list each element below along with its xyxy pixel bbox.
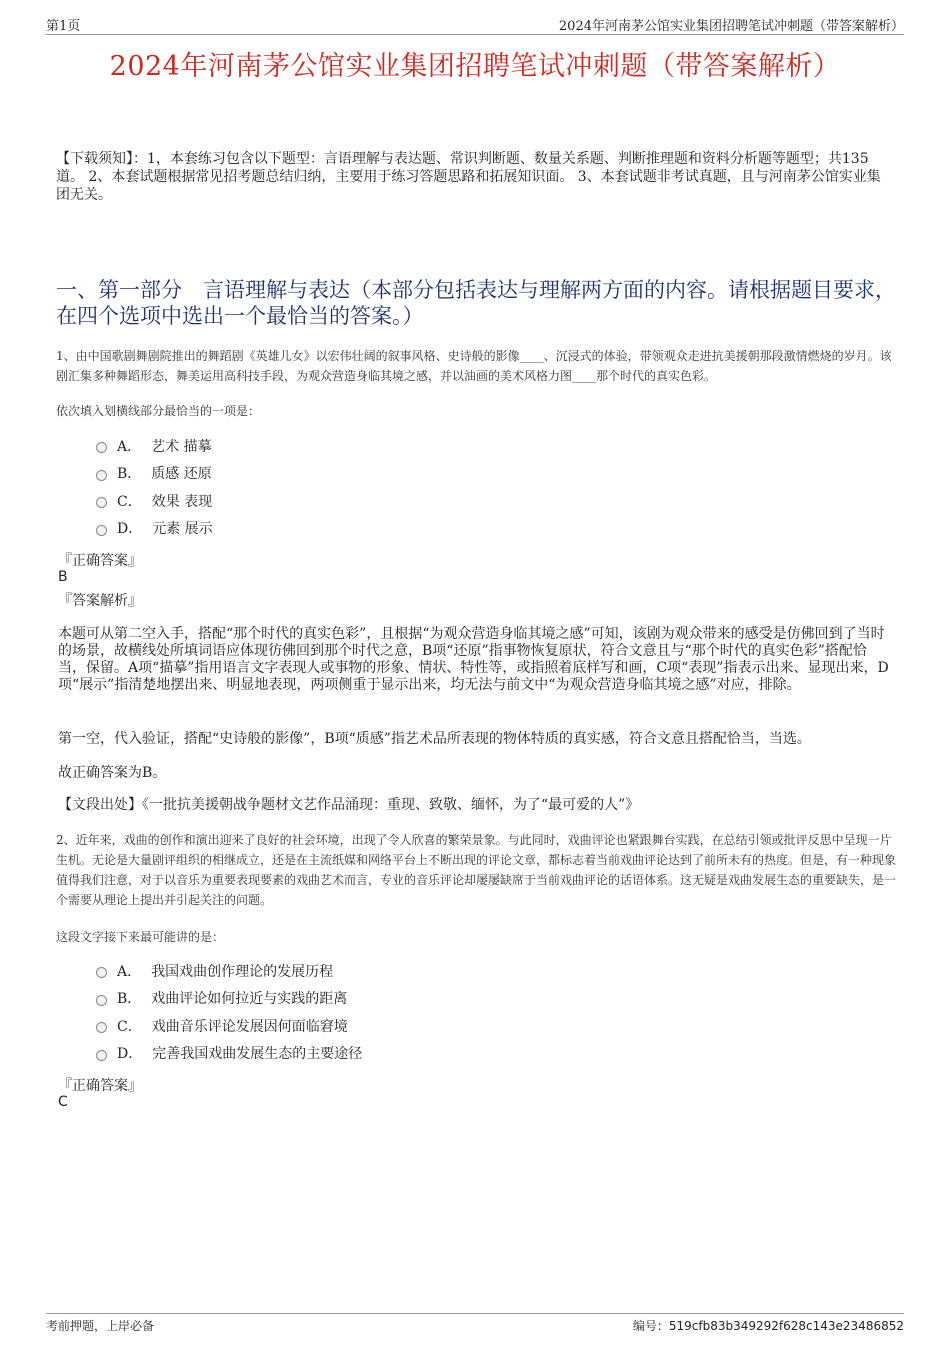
- question-2-text: 2、近年来，戏曲的创作和演出迎来了良好的社会环境，出现了令人欣喜的繁荣景象。与此同时，戏曲评论也紧跟舞台实践，在总结引领或批评反思中呈现一片生机。无论是大量剧评组织的相继成立，还是在主流纸媒和网络平台上不断出现的评论文章，都标志着当前戏曲评论达到了前所未有的热度。但是，有一种现象值得我们注意，对于以音乐为重要表现要素的戏曲艺术而言，专业的音乐评论却屡屡缺席于当前戏曲评论的话语体系。这无疑是戏曲发展生态的重要缺失，是一个需要从理论上提出并引起关注的问题。: [56, 833, 897, 907]
- question-2-options: [96, 957, 362, 1067]
- footer-slogan: 考前押题，上岸必备: [46, 1319, 155, 1333]
- option-c[interactable]: C． 戏曲音乐评论发展因何面临窘境: [96, 1012, 362, 1040]
- question-1-text: 1、由中国歌剧舞剧院推出的舞蹈剧《英雄儿女》以宏伟壮阔的叙事风格、史诗般的影像____、沉浸式的体验，带领观众走进抗美援朝那段激情燃烧的岁月。该剧汇集多种舞蹈形态，舞美运用高科技手段，为观众营造身临其境之感，并以油画的美术风格力图____那个时代的真实色彩。: [56, 349, 892, 383]
- option-a[interactable]: A． 艺术 描摹: [96, 432, 213, 460]
- option-a[interactable]: A． 我国戏曲创作理论的发展历程: [96, 957, 362, 985]
- footer-code: 编号：519cfb83b349292f628c143e23486852: [632, 1319, 904, 1333]
- answer-value: C: [58, 1094, 68, 1110]
- option-d[interactable]: D． 元素 展示: [96, 515, 213, 543]
- analysis-paragraph-1: 本题可从第二空入手，搭配“那个时代的真实色彩”，且根据“为观众营造身临其境之感”可知，该剧为观众带来的感受是仿佛回到了当时的场景，故横线处所填词语应体现彷佛回到那个时代之意，B项“还原”指事物恢复原状，符合文意且与“那个时代的真实色彩”搭配恰当，保留。A项“描摹”指用语言文字表现人或事物的形象、情状、特性等，或指照着底样写和画，C项“表现”指表示出来、显现出来，D项“展示”指清楚地摆出来、明显地表现，两项侧重于显示出来，均无法与前文中“为观众营造身临其境之感”对应，排除。: [58, 626, 889, 693]
- download-notice: 【下载须知】：1，本套练习包含以下题型：言语理解与表达题、常识判断题、数量关系题、判断推理题和资料分析题等题型；共135道。 2、本套试题根据常见招考题总结归纳，主要用于练习答题思路和拓展知识面。 3、本套试题非考试真题，且与河南茅公馆实业集团无关。: [56, 151, 881, 203]
- answer-label: 『正确答案』: [58, 1078, 142, 1094]
- page-header: [46, 14, 904, 35]
- analysis-paragraph-2: 第一空，代入验证，搭配“史诗般的影像”，B项“质感”指艺术品所表现的物体特质的真实感，符合文意且搭配恰当，当选。: [58, 731, 811, 747]
- option-b[interactable]: B． 质感 还原: [96, 460, 213, 488]
- analysis-paragraph-3: 故正确答案为B。: [58, 765, 167, 781]
- section-heading: 一、第一部分 言语理解与表达（本部分包括表达与理解两方面的内容。请根据题目要求，在四个选项中选出一个最恰当的答案。）: [56, 278, 896, 328]
- option-b[interactable]: B． 戏曲评论如何拉近与实践的距离: [96, 985, 362, 1013]
- question-2-prompt: 这段文字接下来最可能讲的是：: [56, 930, 225, 944]
- page-footer: [46, 1313, 904, 1333]
- option-c[interactable]: C． 效果 表现: [96, 487, 213, 515]
- answer-value: B: [58, 569, 68, 585]
- radio-icon[interactable]: [96, 442, 107, 453]
- radio-icon[interactable]: [96, 995, 107, 1006]
- analysis-label: 『答案解析』: [58, 593, 142, 609]
- page-number: 第1页: [46, 19, 81, 34]
- question-1-options: [96, 432, 213, 542]
- radio-icon[interactable]: [96, 1022, 107, 1033]
- radio-icon[interactable]: [96, 470, 107, 481]
- source-note: 【文段出处】《一批抗美援朝战争题材文艺作品涌现：重现、致敬、缅怀，为了“最可爱的人”》: [58, 797, 640, 813]
- radio-icon[interactable]: [96, 967, 107, 978]
- question-1-prompt: 依次填入划横线部分最恰当的一项是：: [56, 404, 261, 418]
- radio-icon[interactable]: [96, 1050, 107, 1061]
- answer-label: 『正确答案』: [58, 553, 142, 569]
- header-doc-title: 2024年河南茅公馆实业集团招聘笔试冲刺题（带答案解析）: [558, 19, 904, 34]
- page-title: 2024年河南茅公馆实业集团招聘笔试冲刺题（带答案解析）: [109, 51, 841, 82]
- radio-icon[interactable]: [96, 497, 107, 508]
- radio-icon[interactable]: [96, 525, 107, 536]
- option-d[interactable]: D． 完善我国戏曲发展生态的主要途径: [96, 1040, 362, 1068]
